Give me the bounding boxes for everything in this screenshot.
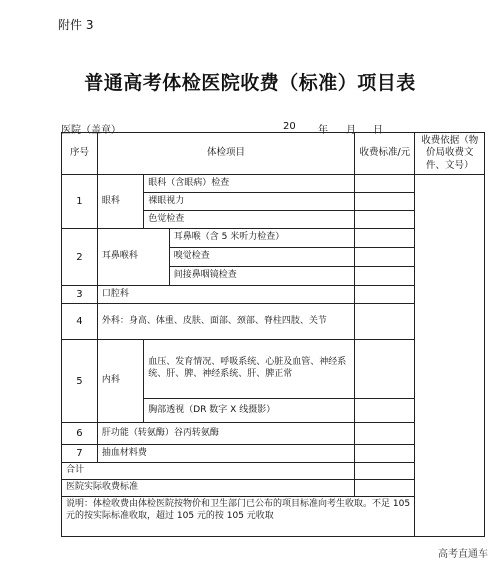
fee-cell — [355, 267, 415, 286]
section-name: 耳鼻喉科 — [97, 229, 169, 286]
fee-cell — [355, 248, 415, 267]
fee-cell — [355, 423, 415, 445]
date-year-prefix: 20 — [283, 121, 296, 132]
col-header-item: 体检项目 — [97, 133, 354, 175]
annex-label: 附件 3 — [58, 18, 94, 32]
item-label: 裸眼视力 — [144, 193, 355, 211]
section-number: 4 — [62, 304, 98, 340]
document-title: 普通高考体检医院收费（标准）项目表 — [84, 72, 416, 94]
section-number: 7 — [62, 445, 98, 463]
section-number: 1 — [62, 175, 98, 229]
note-text: 说明：体检收费由体检医院按物价和卫生部门已公布的项目标准向考生收取。不足 105 元的按实际标准收取，超过 105 元的按 105 元收取 — [62, 497, 415, 537]
section-number: 3 — [62, 286, 98, 304]
fee-cell — [355, 193, 415, 211]
item-label: 间接鼻咽镜检查 — [169, 267, 354, 286]
section-name: 眼科 — [97, 175, 143, 229]
fee-cell — [355, 480, 415, 497]
watermark: 高考直通车 — [438, 549, 488, 560]
fee-cell — [355, 340, 415, 399]
actual-fee-label: 医院实际收费标准 — [62, 480, 355, 497]
col-header-seq: 序号 — [62, 133, 98, 175]
section-name: 内科 — [97, 340, 143, 423]
item-label: 胸部透视（DR 数字 X 线摄影） — [144, 399, 355, 423]
fee-cell — [355, 229, 415, 248]
col-header-fee: 收费标准/元 — [355, 133, 415, 175]
date-year-label: 年 — [318, 125, 328, 136]
col-header-basis: 收费依据（物价局收费文件、文号） — [415, 133, 485, 175]
section-number: 5 — [62, 340, 98, 423]
item-label: 血压、发育情况、呼吸系统、心脏及血管、神经系统、肝、脾、神经系统、肝、脾正常 — [144, 340, 355, 399]
date-day-label: 日 — [373, 125, 383, 136]
fee-cell — [355, 286, 415, 304]
section-number: 2 — [62, 229, 98, 286]
section-name: 外科：身高、体重、皮肤、面部、颈部、脊柱四肢、关节 — [97, 304, 354, 340]
hospital-stamp-label: 医院（盖章） — [61, 125, 121, 136]
fee-cell — [355, 211, 415, 229]
fee-cell — [355, 175, 415, 193]
table-row — [62, 175, 485, 193]
item-label: 嗅觉检查 — [169, 248, 354, 267]
fee-cell — [355, 304, 415, 340]
table-header-row — [62, 133, 485, 175]
section-name: 抽血材料费 — [97, 445, 354, 463]
item-label: 色觉检查 — [144, 211, 355, 229]
fee-cell — [355, 399, 415, 423]
basis-cell — [415, 175, 485, 537]
item-label: 眼科（含眼病）检查 — [144, 175, 355, 193]
section-number: 6 — [62, 423, 98, 445]
section-name: 口腔科 — [97, 286, 354, 304]
item-label: 耳鼻喉（含 5 米听力检查） — [169, 229, 354, 248]
total-label: 合计 — [62, 463, 355, 480]
fee-table — [61, 132, 485, 537]
fee-cell — [355, 463, 415, 480]
fee-cell — [355, 445, 415, 463]
section-name: 肝功能（转氨酶）谷丙转氨酶 — [97, 423, 354, 445]
date-month-label: 月 — [346, 125, 356, 136]
